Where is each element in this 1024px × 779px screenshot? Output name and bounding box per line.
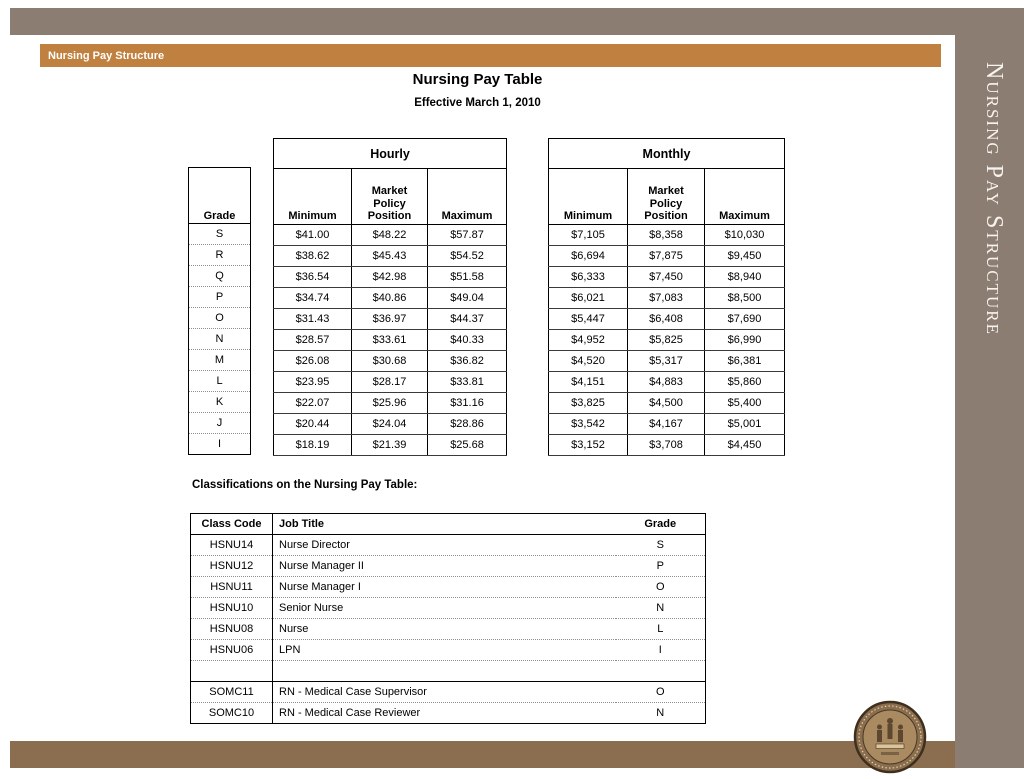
bottom-border-band <box>10 741 955 768</box>
monthly-cell: $7,875 <box>628 246 705 267</box>
hourly-row <box>274 309 507 330</box>
classification-row <box>191 619 706 640</box>
hourly-row <box>274 330 507 351</box>
grade-cell: Q <box>189 266 251 287</box>
monthly-cell: $5,317 <box>628 351 705 372</box>
classification-cell: L <box>616 619 706 640</box>
monthly-row <box>549 288 785 309</box>
classification-cell: S <box>616 535 706 556</box>
hourly-cell: $24.04 <box>352 414 428 435</box>
hourly-row <box>274 372 507 393</box>
hourly-cell: $49.04 <box>428 288 507 309</box>
classification-cell: P <box>616 556 706 577</box>
monthly-row <box>549 414 785 435</box>
hourly-market-policy-header: Market Policy Position <box>352 169 428 225</box>
monthly-title-row <box>549 139 785 169</box>
hourly-cell: $22.07 <box>274 393 352 414</box>
hourly-cell: $30.68 <box>352 351 428 372</box>
classification-cell: HSNU10 <box>191 598 273 619</box>
monthly-cell: $5,447 <box>549 309 628 330</box>
monthly-cell: $6,381 <box>705 351 785 372</box>
classification-cell: N <box>616 703 706 724</box>
monthly-cell: $8,500 <box>705 288 785 309</box>
hourly-cell: $36.54 <box>274 267 352 288</box>
monthly-cell: $3,542 <box>549 414 628 435</box>
classification-row <box>191 535 706 556</box>
monthly-cell: $5,001 <box>705 414 785 435</box>
hourly-title-row <box>274 139 507 169</box>
classification-cell <box>273 661 616 682</box>
monthly-row <box>549 435 785 456</box>
monthly-cell: $3,825 <box>549 393 628 414</box>
slide-header-banner-title: Nursing Pay Structure <box>48 49 165 62</box>
hourly-cell: $26.08 <box>274 351 352 372</box>
monthly-cell: $8,940 <box>705 267 785 288</box>
hourly-cell: $45.43 <box>352 246 428 267</box>
monthly-cell: $4,167 <box>628 414 705 435</box>
monthly-cell: $5,825 <box>628 330 705 351</box>
classification-row <box>191 577 706 598</box>
monthly-row <box>549 351 785 372</box>
grade-column-header: Grade <box>189 168 251 224</box>
hourly-cell: $36.82 <box>428 351 507 372</box>
monthly-row <box>549 267 785 288</box>
hourly-cell: $28.57 <box>274 330 352 351</box>
grade-cell: J <box>189 413 251 434</box>
hourly-cell: $31.16 <box>428 393 507 414</box>
monthly-cell: $4,952 <box>549 330 628 351</box>
classification-cell: HSNU08 <box>191 619 273 640</box>
slide-header-banner <box>40 44 941 67</box>
page-subtitle: Effective March 1, 2010 <box>414 97 541 109</box>
classification-row <box>191 640 706 661</box>
grade-row <box>189 266 251 287</box>
hourly-cell: $40.33 <box>428 330 507 351</box>
monthly-cell: $5,860 <box>705 372 785 393</box>
classification-row <box>191 556 706 577</box>
hourly-cell: $28.86 <box>428 414 507 435</box>
classification-cell: RN - Medical Case Supervisor <box>273 682 616 703</box>
vertical-slide-title: Nursing Pay Structure <box>981 62 1007 337</box>
hourly-cell: $21.39 <box>352 435 428 456</box>
monthly-cell: $4,520 <box>549 351 628 372</box>
classification-row <box>191 661 706 682</box>
monthly-cell: $7,083 <box>628 288 705 309</box>
hourly-row <box>274 414 507 435</box>
hourly-cell: $25.68 <box>428 435 507 456</box>
hourly-cell: $31.43 <box>274 309 352 330</box>
classifications-heading: Classifications on the Nursing Pay Table: <box>192 479 418 491</box>
classification-cell: Nurse Director <box>273 535 616 556</box>
monthly-cell: $6,408 <box>628 309 705 330</box>
grade-row <box>189 371 251 392</box>
hourly-pay-table <box>273 138 507 456</box>
monthly-cell: $7,690 <box>705 309 785 330</box>
hourly-table-body <box>274 225 507 456</box>
hourly-cell: $28.17 <box>352 372 428 393</box>
monthly-maximum-header: Maximum <box>705 169 785 225</box>
hourly-cell: $33.81 <box>428 372 507 393</box>
grade-cell: S <box>189 224 251 245</box>
grade-cell: M <box>189 350 251 371</box>
hourly-cell: $23.95 <box>274 372 352 393</box>
hourly-cell: $40.86 <box>352 288 428 309</box>
monthly-table-body <box>549 225 785 456</box>
classification-cell <box>616 661 706 682</box>
monthly-market-policy-header: Market Policy Position <box>628 169 705 225</box>
monthly-minimum-header: Minimum <box>549 169 628 225</box>
hourly-minimum-header: Minimum <box>274 169 352 225</box>
classification-cell: HSNU11 <box>191 577 273 598</box>
monthly-cell: $4,500 <box>628 393 705 414</box>
grade-row <box>189 413 251 434</box>
grade-row <box>189 392 251 413</box>
grade-row <box>189 329 251 350</box>
classification-cell: O <box>616 577 706 598</box>
classification-cell: Senior Nurse <box>273 598 616 619</box>
classification-cell: LPN <box>273 640 616 661</box>
monthly-cell: $8,358 <box>628 225 705 246</box>
grade-row <box>189 224 251 245</box>
classification-cell: O <box>616 682 706 703</box>
hourly-cell: $33.61 <box>352 330 428 351</box>
classifications-table-body <box>191 535 706 724</box>
grade-cell: I <box>189 434 251 455</box>
hourly-row <box>274 225 507 246</box>
state-seal-graphic <box>853 700 927 774</box>
classifications-header-row <box>191 514 706 535</box>
monthly-cell: $6,021 <box>549 288 628 309</box>
hourly-cell: $48.22 <box>352 225 428 246</box>
hourly-title: Hourly <box>274 139 507 169</box>
page-title: Nursing Pay Table <box>412 71 543 88</box>
monthly-pay-table <box>548 138 785 456</box>
grade-row <box>189 245 251 266</box>
grade-table <box>188 167 251 455</box>
hourly-row <box>274 267 507 288</box>
grade-header-row <box>189 168 251 224</box>
grade-cell: K <box>189 392 251 413</box>
classifications-table <box>190 513 706 724</box>
hourly-cell: $44.37 <box>428 309 507 330</box>
hourly-row <box>274 246 507 267</box>
hourly-cell: $42.98 <box>352 267 428 288</box>
monthly-row <box>549 246 785 267</box>
monthly-cell: $7,105 <box>549 225 628 246</box>
grade-cell: O <box>189 308 251 329</box>
grade-cell: N <box>189 329 251 350</box>
class-code-header: Class Code <box>191 514 273 535</box>
hourly-maximum-header: Maximum <box>428 169 507 225</box>
monthly-cell: $5,400 <box>705 393 785 414</box>
monthly-cell: $4,883 <box>628 372 705 393</box>
monthly-row <box>549 225 785 246</box>
grade-cell: L <box>189 371 251 392</box>
classification-cell: SOMC11 <box>191 682 273 703</box>
hourly-row <box>274 393 507 414</box>
monthly-cell: $3,708 <box>628 435 705 456</box>
classification-cell: RN - Medical Case Reviewer <box>273 703 616 724</box>
monthly-title: Monthly <box>549 139 785 169</box>
monthly-cell: $7,450 <box>628 267 705 288</box>
monthly-cell: $6,694 <box>549 246 628 267</box>
hourly-cell: $51.58 <box>428 267 507 288</box>
classification-cell: Nurse <box>273 619 616 640</box>
classification-cell: I <box>616 640 706 661</box>
classification-cell: HSNU12 <box>191 556 273 577</box>
classification-cell: N <box>616 598 706 619</box>
grade-row <box>189 287 251 308</box>
monthly-column-header-row <box>549 169 785 225</box>
hourly-cell: $34.74 <box>274 288 352 309</box>
monthly-cell: $4,151 <box>549 372 628 393</box>
top-border-band <box>10 8 1024 35</box>
monthly-row <box>549 309 785 330</box>
hourly-row <box>274 288 507 309</box>
hourly-cell: $36.97 <box>352 309 428 330</box>
classification-row <box>191 682 706 703</box>
hourly-cell: $41.00 <box>274 225 352 246</box>
hourly-cell: $57.87 <box>428 225 507 246</box>
classification-cell <box>191 661 273 682</box>
monthly-cell: $3,152 <box>549 435 628 456</box>
classification-cell: Nurse Manager II <box>273 556 616 577</box>
hourly-row <box>274 351 507 372</box>
hourly-cell: $38.62 <box>274 246 352 267</box>
grade-cell: P <box>189 287 251 308</box>
grade-table-body <box>189 224 251 455</box>
hourly-cell: $54.52 <box>428 246 507 267</box>
monthly-cell: $6,333 <box>549 267 628 288</box>
job-title-header: Job Title <box>273 514 616 535</box>
state-seal <box>853 700 927 774</box>
hourly-column-header-row <box>274 169 507 225</box>
monthly-cell: $6,990 <box>705 330 785 351</box>
classification-cell: HSNU06 <box>191 640 273 661</box>
grade-header: Grade <box>616 514 706 535</box>
classification-cell: SOMC10 <box>191 703 273 724</box>
hourly-cell: $20.44 <box>274 414 352 435</box>
monthly-cell: $9,450 <box>705 246 785 267</box>
monthly-row <box>549 372 785 393</box>
grade-row <box>189 434 251 455</box>
grade-row <box>189 308 251 329</box>
classification-cell: Nurse Manager I <box>273 577 616 598</box>
hourly-cell: $25.96 <box>352 393 428 414</box>
hourly-cell: $18.19 <box>274 435 352 456</box>
monthly-cell: $10,030 <box>705 225 785 246</box>
grade-cell: R <box>189 245 251 266</box>
monthly-cell: $4,450 <box>705 435 785 456</box>
classification-row <box>191 703 706 724</box>
monthly-row <box>549 330 785 351</box>
hourly-row <box>274 435 507 456</box>
classification-row <box>191 598 706 619</box>
monthly-row <box>549 393 785 414</box>
classification-cell: HSNU14 <box>191 535 273 556</box>
grade-row <box>189 350 251 371</box>
